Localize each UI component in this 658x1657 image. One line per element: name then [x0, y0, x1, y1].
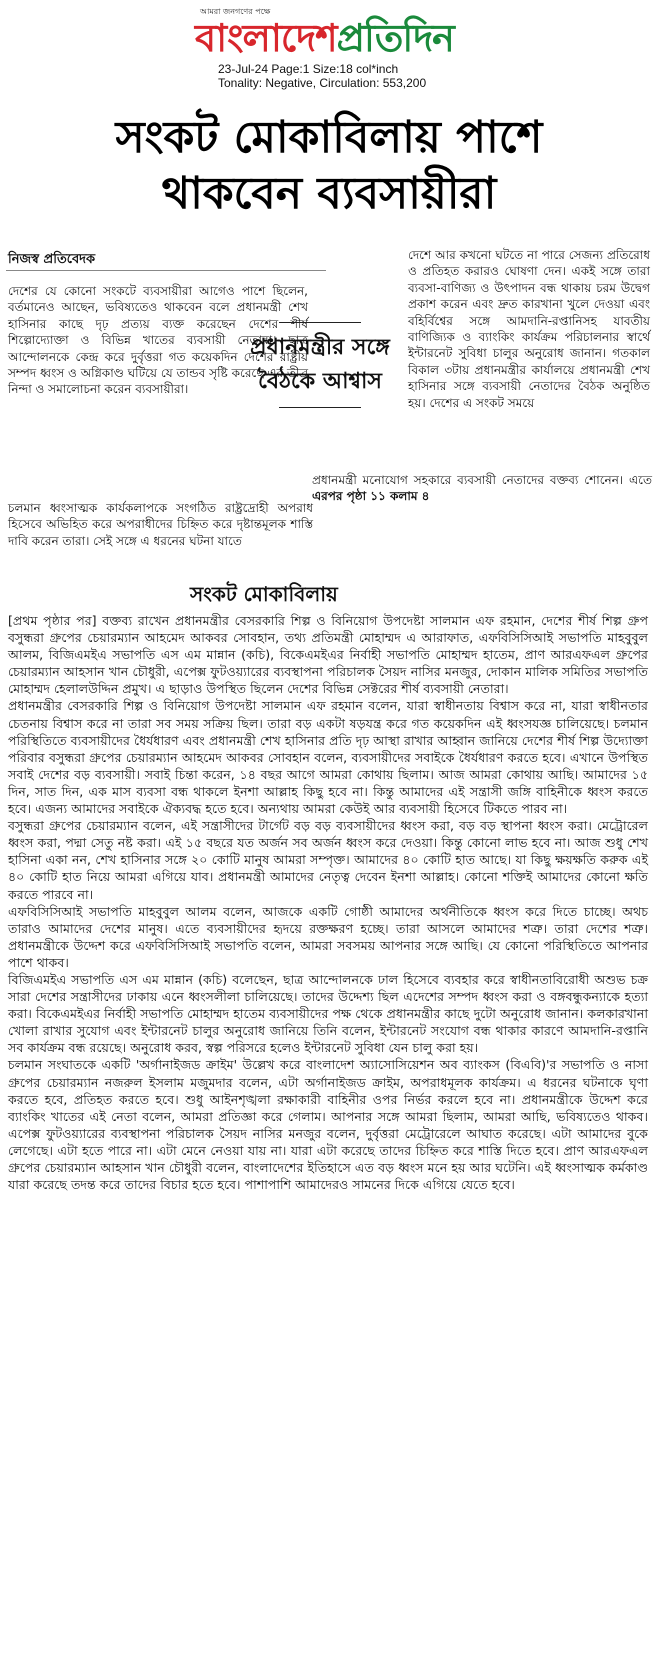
continuation-paragraph: বসুন্ধরা গ্রুপের চেয়ারম্যান বলেন, এই সন্ত্রাসীদের টার্গেট বড় বড় ব্যবসায়ীদের ধ্বংস করা, বড় বড় স্থাপনা ধ্বংস করা। মেট্রোরেল ধ্বংস করা, পদ্মা সেতু নষ্ট করা। এই ১৫ বছরে যত অর্জন সব অর্জন ধ্বংস করে দেওয়া। কিন্তু কোনো লাভ হবে না। আজ শুধু শেখ হাসিনা একা নন, শেখ হাসিনার সঙ্গে ২০ কোটি মানুষ আমরা সম্পৃক্ত। আমাদের ৪০ কোটি হাত আছে। যা কিছু ক্ষয়ক্ষতি করুক এই ৪০ কোটি হাত নিয়ে আমরা এগিয়ে যাব। প্রধানমন্ত্রী আমাদের নেতৃত্ব দেবেন ইনশা আল্লাহ। কোনো শক্তিই আমাদের কোনো ক্ষতি করতে পারবে না। [8, 818, 648, 902]
lead-column-1-continued [8, 500, 313, 549]
lead-column-2 [408, 247, 650, 411]
jump-line: এরপর পৃষ্ঠা ১১ কলাম ৪ [312, 489, 430, 504]
lead-column-2-continued [312, 472, 652, 505]
headline [10, 110, 648, 222]
lead-column-2-continued-text: প্রধানমন্ত্রী মনোযোগ সহকারে ব্যবসায়ী নেতাদের বক্তব্য শোনেন। এতে [312, 473, 652, 487]
lead-column-2-text: দেশে আর কখনো ঘটতে না পারে সেজন্য প্রতিরোধ ও প্রতিহত করারও ঘোষণা দেন। একই সঙ্গে তারা ব্যবসা-বাণিজ্য ও উৎপাদন বন্ধ থাকায় চরম উদ্বেগ প্রকাশ করেন এবং দ্রুত কারখানা খুলে দেওয়া এবং বহির্বিশ্বের সঙ্গে আমদানি-রপ্তানিসহ যাবতীয় বাণিজ্যিক ও ব্যাংকিং কার্যক্রম পরিচালনার স্বার্থে ইন্টারনেট সুবিধা চালুর অনুরোধ জানান। গতকাল বিকাল ৩টায় প্রধানমন্ত্রীর কার্যালয়ে প্রধানমন্ত্রী শেখ হাসিনার সঙ্গে ব্যবসায়ী নেতাদের বৈঠক অনুষ্ঠিত হয়। দেশের এ সংকট সময়ে [408, 248, 650, 410]
pull-quote-bottom-rule [279, 407, 361, 408]
continuation-body [8, 612, 648, 1193]
masthead [0, 0, 658, 100]
clipping-meta-line1: 23-Jul-24 Page:1 Size:18 col*inch [218, 62, 399, 76]
logo-part-bangladesh: বাংলাদেশ [195, 16, 337, 60]
lead-column-1-continued-text: চলমান ধ্বংসাত্মক কার্যকলাপকে সংগঠিত রাষ্ট্রদ্রোহী অপরাধ হিসেবে অভিহিত করে অপরাধীদের চিহ্নিত করে দৃষ্টান্তমূলক শাস্তি দাবি করেন তারা। সেই সঙ্গে এ ধরনের ঘটনা যাতে [8, 501, 313, 548]
lead-column-1-text: দেশের যে কোনো সংকটে ব্যবসায়ীরা আগেও পাশে ছিলেন, বর্তমানেও আছেন, ভবিষ্যতেও থাকবেন বলে প্রধানমন্ত্রী শেখ হাসিনার কাছে দৃঢ় প্রত্যয় ব্যক্ত করেছেন দেশের শীর্ষ শিল্পোদ্যোক্তা ও বিভিন্ন খাতের ব্যবসায়ী নেতারা। ছাত্র আন্দোলনকে কেন্দ্র করে দুর্বৃত্তরা গত কয়েকদিন দেশের রাষ্ট্রীয় সম্পদ ধ্বংস ও অগ্নিকাণ্ড ঘটিয়ে যে তান্ডব সৃষ্টি করেছে এর তীব্র নিন্দা ও সমালোচনা করেন ব্যবসায়ীরা। [8, 284, 308, 397]
continuation-paragraph: [প্রথম পৃষ্ঠার পর] বক্তব্য রাখেন প্রধানমন্ত্রীর বেসরকারি শিল্প ও বিনিয়োগ উপদেষ্টা সালমান এফ রহমান, দেশের শীর্ষ শিল্প গ্রুপ বসুন্ধরা গ্রুপের চেয়ারম্যান আহমেদ আকবর সোবহান, তথ্য প্রতিমন্ত্রী মোহাম্মদ এ আরাফাত, এফবিসিসিআই সভাপতি মাহবুবুল আলম, বিজিএমইএ সভাপতি এস এম মান্নান (কচি), বিকেএমইএর নির্বাহী সভাপতি মোহাম্মদ হাতেম, প্রাণ আরএফএল গ্রুপের চেয়ারম্যান আহসান খান চৌধুরী, এপেক্স ফুটওয়্যারের ব্যবস্থাপনা পরিচালক সৈয়দ নাসির মনজুর, দোকান মালিক সমিতির সভাপতি মোহাম্মদ হেলালউদ্দিন প্রমুখ। এ ছাড়াও উপস্থিত ছিলেন দেশের বিভিন্ন সেক্টরের শীর্ষ ব্যবসায়ী নেতারা। [8, 613, 648, 697]
clipping-meta [218, 62, 426, 90]
byline: নিজস্ব প্রতিবেদক [8, 252, 96, 267]
headline-line2: থাকবেন ব্যবসায়ীরা [161, 168, 497, 219]
continuation-paragraph: চলমান সংঘাতকে একটি 'অর্গানাইজড ক্রাইম' উল্লেখ করে বাংলাদেশ অ্যাসোসিয়েশন অব ব্যাংকস (বিএবি)'র সভাপতি ও নাসা গ্রুপের চেয়ারম্যান নজরুল ইসলাম মজুমদার বলেন, এটা অর্গানাইজড ক্রাইম, অপরাধমূলক কার্যক্রম। এ ধরনের ঘটনাকে ঘৃণা করতে হবে, প্রতিহত করতে হবে। শুধু আইনশৃঙ্খলা রক্ষাকারী বাহিনীর ওপর নির্ভর করলে হবে না। প্রধানমন্ত্রীকে উদ্দেশ করে ব্যাংকিং খাতের এই নেতা বলেন, আমরা প্রতিজ্ঞা করে গেলাম। আপনার সঙ্গে আমরা ছিলাম, আমরা আছি, ভবিষ্যতেও থাকব। এপেক্স ফুটওয়্যারের ব্যবস্থাপনা পরিচালক সৈয়দ নাসির মনজুর বলেন, দুর্বৃত্তরা মেট্রোরেলে আঘাত করেছে। এটা আমাদের বুকে লেগেছে। এটা হতে পারে না। এটা মেনে নেওয়া যায় না। যারা এটা করেছে তাদের চিহ্নিত করে শাস্তি দিতে হবে। প্রাণ আরএফএল গ্রুপের চেয়ারম্যান আহসান খান চৌধুরী বলেন, বাংলাদেশের ইতিহাসে এত বড় ধ্বংস মনে হয় আর ঘটেনি। এই ধ্বংসাত্মক কর্মকাণ্ড যারা করেছে তদন্ত করে তাদের বিচার হতে হবে। পাশাপাশি আমাদেরও সামনের দিকে এগিয়ে যেতে হবে। [8, 1057, 648, 1193]
pull-quote-text: প্রধানমন্ত্রীর সঙ্গে বৈঠকে আশ্বাস [250, 335, 390, 394]
newspaper-logo [195, 18, 454, 58]
headline-line1: সংকট মোকাবিলায় পাশে [115, 112, 543, 163]
continuation-paragraph: বিজিএমইএ সভাপতি এস এম মান্নান (কচি) বলেছেন, ছাত্র আন্দোলনকে ঢাল হিসেবে ব্যবহার করে স্বাধীনতাবিরোধী অশুভ চক্র সারা দেশের সন্ত্রাসীদের ঢাকায় এনে ধ্বংসলীলা চালিয়েছে। তাদের উদ্দেশ্য ছিল এদেশের সম্পদ ধ্বংস করা ও বঙ্গবন্ধুকন্যাকে হত্যা করা। বিকেএমইএর নির্বাহী সভাপতি মোহাম্মদ হাতেম ব্যবসায়ীদের পক্ষ থেকে প্রধানমন্ত্রীর কাছে দুটো অনুরোধ জানান। কলকারখানা খোলা রাখার সুযোগ এবং ইন্টারনেট চালুর অনুরোধ জানিয়ে তিনি বলেন, ইন্টারনেট সংযোগ বন্ধ থাকার কারণে আমদানি-রপ্তানি সব কার্যক্রম বন্ধ রয়েছে। অনুরোধ করব, স্বল্প পরিসরে হলেও ইন্টারনেট সুবিধা যেন চালু করা হয়। [8, 971, 648, 1056]
pull-quote [240, 322, 400, 408]
continuation-paragraph: এফবিসিসিআই সভাপতি মাহবুবুল আলম বলেন, আজকে একটি গোষ্ঠী আমাদের অর্থনীতিকে ধ্বংস করে দিতে চাচ্ছে। অথচ তারাও আমাদের দেশের মানুষ। এতে ব্যবসায়ীদের হৃদয়ে রক্তক্ষরণ হচ্ছে। তারা আসলে আমাদের শত্রু। তারা দেশের শত্রু। প্রধানমন্ত্রীকে উদ্দেশ করে এফবিসিসিআই সভাপতি বলেন, আমরা সবসময় আপনার সঙ্গে আছি। যে কোনো পরিস্থিতিতে আপনার পাশে থাকব। [8, 903, 648, 970]
continuation-title: সংকট মোকাবিলায় [190, 582, 338, 606]
clipping-meta-line2: Tonality: Negative, Circulation: 553,200 [218, 76, 427, 90]
byline-divider [6, 270, 326, 271]
lead-column-2-continued-paragraph [312, 472, 652, 505]
continuation-paragraph: প্রধানমন্ত্রীর বেসরকারি শিল্প ও বিনিয়োগ উপদেষ্টা সালমান এফ রহমান বলেন, যারা স্বাধীনতায় বিশ্বাস করে না, যারা স্বাধীনতার চেতনায় বিশ্বাস করে না তারা সব সময় সক্রিয় ছিল। তারা বড় একটা ষড়যন্ত্র করে গত কয়েকদিন এই ধ্বংসযজ্ঞ চালিয়েছে। চলমান পরিস্থিতিতে ব্যবসায়ীদের ধৈর্যধারণ এবং প্রধানমন্ত্রী শেখ হাসিনার প্রতি দৃঢ় আস্থা রাখার আহ্বান জানিয়ে দেশের শীর্ষ শিল্প উদ্যোক্তা পরিবার বসুন্ধরা গ্রুপের চেয়ারম্যান আহমেদ আকবর সোবহান বলেন, ব্যবসায়ীদের সবাইকে ধৈর্যধারণ করতে হবে। এখানে উপস্থিত সবাই দেশের বড় ব্যবসায়ী। সবাই চিন্তা করেন, ১৪ বছর আগে আমরা কোথায় ছিলাম। আজ আমরা কোথায় আছি। আমাদের ১৫ দিন, সাত দিন, এক মাস ব্যবসা বন্ধ থাকলে ইনশা আল্লাহ কিছু হবে না। কিন্তু আমাদের এই সন্ত্রাসী জঙ্গি বাহিনীকে ধ্বংস করতে হবে। এজন্য আমাদের সবাইকে ঐক্যবদ্ধ হতে হবে। অন্যথায় আমরা কেউই আর ব্যবসায়ী হিসেবে টিকতে পারব না। [8, 698, 648, 817]
logo-part-protidin: প্রতিদিন [336, 16, 454, 60]
masthead-slogan: আমরা জনগণের পক্ষে [200, 7, 271, 16]
